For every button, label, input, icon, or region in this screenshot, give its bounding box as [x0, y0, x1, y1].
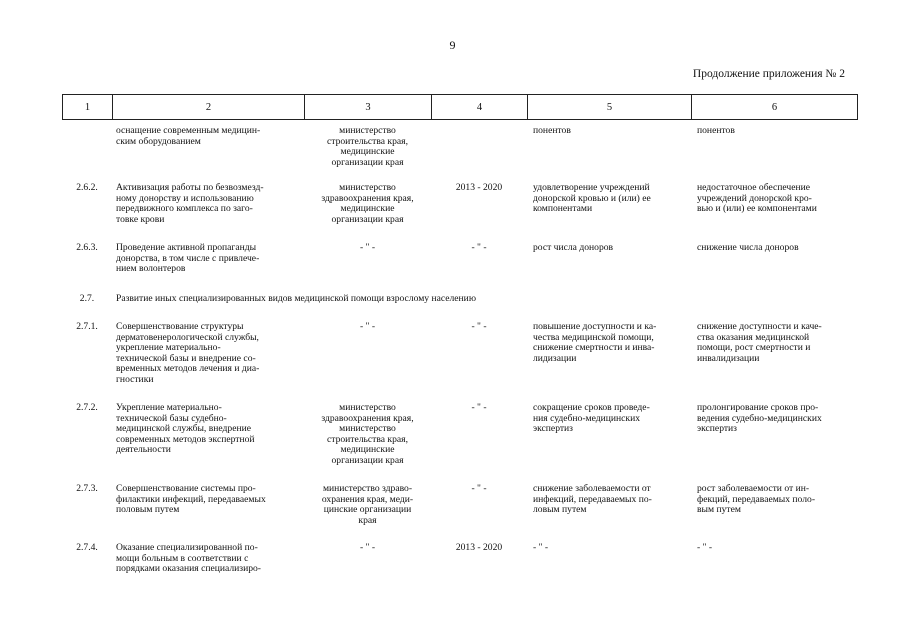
table-row	[62, 243, 857, 294]
expected-result: повышение доступности и ка- чества медицинской помощи, снижение смертности и инва- лидизации	[533, 321, 657, 364]
non-implementation-consequence: снижение доступности и каче- ства оказания медицинской помощи, рост смертности и инвалидизации	[697, 321, 822, 364]
expected-result: - " -	[533, 542, 549, 553]
responsible: министерство здравоохранения края, медицинские организации края	[321, 182, 414, 225]
responsible: министерство строительства края, медицинские организации края	[327, 125, 408, 168]
non-implementation-consequence: рост заболеваемости от ин- фекций, передаваемых поло- вым путем	[697, 483, 816, 516]
responsible: министерство здравоохранения края, министерство строительства края, медицинские организации края	[321, 402, 414, 466]
table-row	[62, 126, 857, 183]
table-row	[62, 403, 857, 484]
row-number: 2.6.3.	[76, 242, 98, 253]
column-header: 5	[528, 95, 692, 120]
period: 2013 - 2020	[455, 542, 503, 553]
expected-result: снижение заболеваемости от инфекций, передаваемых по- ловым путем	[533, 483, 652, 516]
section-row	[62, 294, 857, 322]
non-implementation-consequence: снижение числа доноров	[697, 242, 799, 253]
period: 2013 - 2020	[455, 182, 503, 193]
row-number: 2.7.2.	[76, 402, 98, 413]
measure-text: Совершенствование структуры дерматовенерологической службы, укрепление материально- технической базы и внедрение со- временных методов лечения и диа- гностики	[116, 321, 260, 385]
column-header: 4	[432, 95, 528, 120]
period	[431, 126, 527, 183]
measure-text: Проведение активной пропаганды донорства, в том числе с привлече- нием волонтеров	[116, 242, 260, 275]
column-header: 6	[692, 95, 858, 120]
responsible: - " -	[359, 542, 376, 553]
expected-result: сокращение сроков проведе- ния судебно-медицинских экспертиз	[533, 402, 650, 435]
measure-text: Укрепление материально- технической базы судебно- медицинской службы, внедрение современных методов экспертной деятельности	[116, 402, 255, 456]
row-number	[62, 126, 112, 183]
non-implementation-consequence: недостаточное обеспечение учреждений донорской кро- вью и (или) ее компонентами	[697, 182, 817, 215]
non-implementation-consequence: понентов	[697, 125, 735, 136]
measure-text: Оказание специализированной по- мощи больным в соответствии с порядками оказания специализиро-	[116, 542, 261, 575]
non-implementation-consequence: - " -	[697, 542, 713, 553]
period: - " -	[471, 242, 487, 253]
column-header-table	[62, 94, 858, 120]
column-header: 2	[113, 95, 305, 120]
table-row	[62, 183, 857, 243]
column-header: 1	[63, 95, 113, 120]
row-number: 2.7.1.	[76, 321, 98, 332]
measure-text: Активизация работы по безвозмезд- ному донорству и использованию передвижного комплекса по заго- товке крови	[116, 182, 264, 225]
responsible: - " -	[359, 321, 376, 332]
continuation-label: Продолжение приложения № 2	[692, 68, 845, 80]
period: - " -	[471, 483, 487, 494]
row-number: 2.6.2.	[76, 182, 98, 193]
expected-result: понентов	[533, 125, 571, 136]
measure-text: Совершенствование системы про- филактики инфекций, передаваемых половым путем	[116, 483, 266, 516]
section-title: Развитие иных специализированных видов медицинской помощи взрослому населению	[116, 293, 476, 304]
responsible: - " -	[359, 242, 376, 253]
table-row	[62, 543, 857, 583]
period: - " -	[471, 402, 487, 413]
row-number: 2.7.4.	[76, 542, 98, 553]
responsible: министерство здраво- охранения края, меди- цинские организации края	[321, 483, 414, 526]
row-number: 2.7.3.	[76, 483, 98, 494]
row-number: 2.7.	[79, 293, 95, 304]
column-header: 3	[305, 95, 432, 120]
measure-text: оснащение современным медицин- ским оборудованием	[116, 125, 261, 147]
period: - " -	[471, 321, 487, 332]
table-row	[62, 322, 857, 403]
expected-result: рост числа доноров	[533, 242, 614, 253]
non-implementation-consequence: пролонгирование сроков про- ведения судебно-медицинских экспертиз	[697, 402, 822, 435]
table-row	[62, 484, 857, 543]
page-number: 9	[449, 38, 456, 52]
expected-result: удовлетворение учреждений донорской кровью и (или) ее компонентами	[533, 182, 651, 215]
column-header-row	[63, 95, 858, 120]
table-body	[62, 126, 857, 583]
